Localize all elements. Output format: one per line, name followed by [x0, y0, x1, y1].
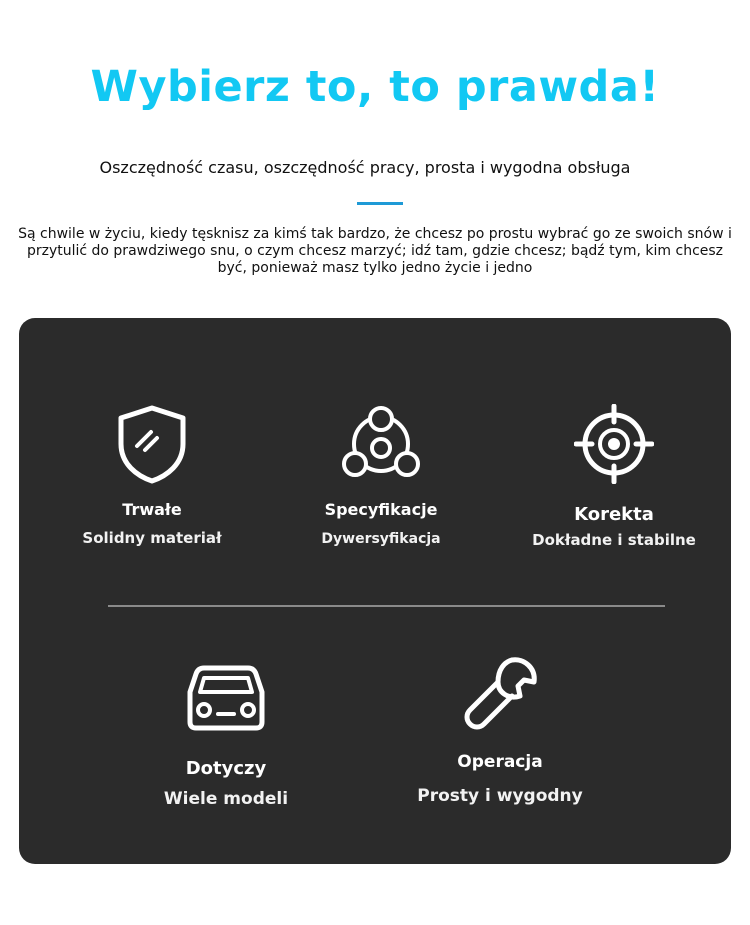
shield-icon	[115, 404, 189, 484]
feature-title: Dotyczy	[185, 758, 267, 779]
wrench-icon	[458, 654, 542, 734]
feature-subtitle: Wiele modeli	[163, 789, 289, 809]
feature-durable	[77, 404, 227, 547]
feature-title: Korekta	[574, 504, 654, 525]
molecule-icon	[339, 404, 423, 484]
feature-subtitle: Dokładne i stabilne	[532, 531, 696, 549]
feature-subtitle: Solidny materiał	[82, 529, 222, 547]
car-icon	[182, 658, 270, 734]
description-paragraph: Są chwile w życiu, kiedy tęsknisz za kimś tak bardzo, że chcesz po prostu wybrać go ze swoich snów i przytulić do prawdziwego snu, o czym chcesz marzyć; idź tam, gdzie chcesz; bądź tym, kim chcesz być, ponieważ masz tylko jedno życie i jedno	[18, 226, 732, 276]
feature-applies	[151, 658, 301, 809]
accent-divider	[357, 202, 403, 205]
feature-operation	[405, 654, 595, 806]
features-panel	[19, 318, 731, 864]
crosshair-icon	[574, 404, 654, 484]
feature-specs	[306, 404, 456, 547]
feature-title: Specyfikacje	[324, 500, 438, 519]
subtitle: Oszczędność czasu, oszczędność pracy, prosta i wygodna obsługa	[99, 158, 631, 177]
feature-title: Operacja	[457, 752, 543, 772]
panel-divider	[108, 605, 665, 607]
feature-correction	[529, 404, 699, 549]
headline: Wybierz to, to prawda!	[90, 62, 660, 112]
feature-title: Trwałe	[122, 500, 182, 519]
feature-subtitle: Dywersyfikacja	[321, 531, 441, 547]
feature-subtitle: Prosty i wygodny	[417, 786, 583, 806]
